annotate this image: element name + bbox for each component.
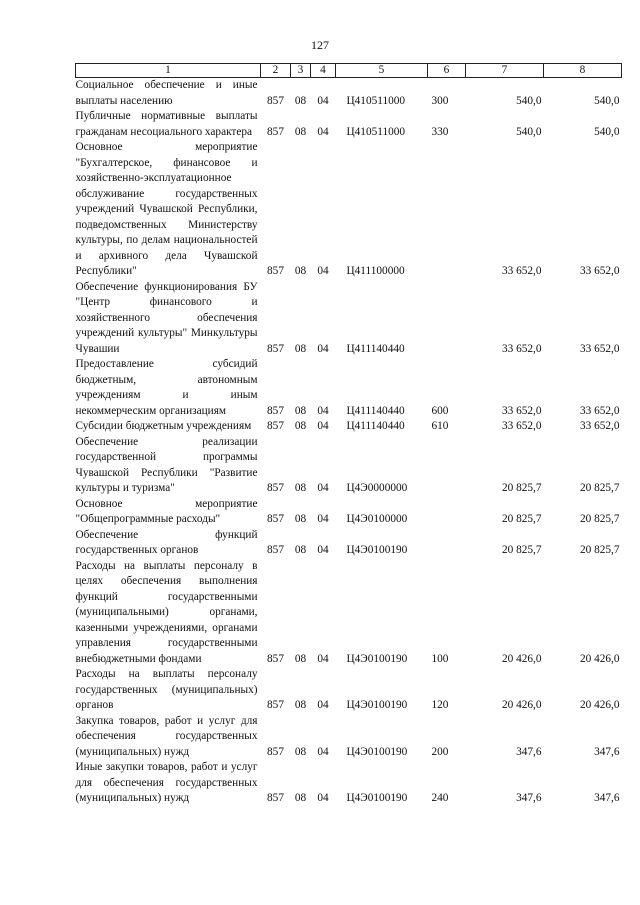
row-section-code: 08 <box>294 544 307 556</box>
table-row <box>76 280 622 358</box>
row-expense-type-code <box>428 528 466 559</box>
row-amount-second: 540,0 <box>594 94 620 107</box>
row-amount-first: 20 426,0 <box>501 652 542 665</box>
row-grbs-code: 857 <box>267 94 284 107</box>
row-subsection-code: 04 <box>317 482 329 494</box>
row-expense-type-code <box>428 280 466 358</box>
row-amount-second: 20 426,0 <box>579 652 620 665</box>
row-grbs-code: 857 <box>267 544 284 556</box>
column-header: 7 <box>466 64 544 78</box>
row-description: Социальное обеспечение и иные выплаты населению <box>75 79 258 107</box>
row-amount-first: 347,6 <box>516 792 542 804</box>
row-amount-second: 33 652,0 <box>579 265 620 277</box>
row-target-article-code: Ц4Э0100190 <box>346 699 408 711</box>
row-amount-second: 20 825,7 <box>579 544 620 556</box>
row-target-article-code: Ц411100000 <box>346 265 405 277</box>
row-description: Обеспечение функций государственных органов <box>75 528 258 556</box>
row-description: Иные закупки товаров, работ и услуг для обеспечения государственных (муниципальных) нужд <box>75 761 258 804</box>
row-grbs-code: 857 <box>267 342 284 355</box>
row-amount-second: 347,6 <box>594 792 620 804</box>
row-section-code: 08 <box>294 265 307 277</box>
table-header <box>76 64 622 78</box>
table-body <box>76 78 622 807</box>
row-expense-type-code: 610 <box>431 420 449 432</box>
row-expense-type-code: 100 <box>431 652 449 665</box>
table-row <box>76 667 622 714</box>
row-description: Расходы на выплаты персоналу государственных (муниципальных) органов <box>75 668 258 711</box>
row-description: Обеспечение функционирования БУ "Центр финансового и хозяйственного обеспечения учреждений культуры" Минкультуры Чувашии <box>75 280 258 355</box>
page-number: 127 <box>311 38 329 52</box>
row-section-code: 08 <box>294 342 307 355</box>
row-grbs-code: 857 <box>267 792 284 804</box>
row-subsection-code: 04 <box>317 792 329 804</box>
row-amount-first: 20 825,7 <box>501 482 542 494</box>
row-amount-first: 20 825,7 <box>501 513 542 525</box>
table-row <box>76 140 622 280</box>
table-row <box>76 497 622 528</box>
row-subsection-code: 04 <box>317 544 329 556</box>
row-expense-type-code: 600 <box>431 404 449 417</box>
table-row <box>76 419 622 435</box>
table-row <box>76 78 622 110</box>
row-amount-first: 20 426,0 <box>501 699 542 711</box>
row-section-code: 08 <box>294 420 307 432</box>
row-target-article-code: Ц4Э0100190 <box>346 652 408 665</box>
row-target-article-code: Ц4Э0100000 <box>346 513 408 525</box>
row-description: Публичные нормативные выплаты гражданам несоциального характера <box>75 110 258 138</box>
row-expense-type-code <box>428 140 466 280</box>
row-section-code: 08 <box>294 404 307 417</box>
row-section-code: 08 <box>294 792 307 804</box>
row-subsection-code: 04 <box>317 342 329 355</box>
row-grbs-code: 857 <box>267 125 284 138</box>
row-amount-first: 540,0 <box>516 94 542 107</box>
row-expense-type-code: 330 <box>431 125 449 138</box>
row-grbs-code: 857 <box>267 745 284 758</box>
row-subsection-code: 04 <box>317 420 329 432</box>
row-grbs-code: 857 <box>267 420 284 432</box>
row-amount-first: 33 652,0 <box>501 342 542 355</box>
row-amount-second: 20 825,7 <box>579 513 620 525</box>
row-amount-first: 540,0 <box>516 125 542 138</box>
row-subsection-code: 04 <box>317 699 329 711</box>
table-row <box>76 559 622 668</box>
row-amount-first: 33 652,0 <box>501 265 542 277</box>
row-description: Предоставление субсидий бюджетным, автономным учреждениям и иным некоммерческим организациям <box>75 358 258 417</box>
row-target-article-code: Ц411140440 <box>346 404 405 417</box>
row-amount-second: 347,6 <box>594 745 620 758</box>
row-description: Закупка товаров, работ и услуг для обеспечения государственных (муниципальных) нужд <box>75 714 258 758</box>
row-subsection-code: 04 <box>317 652 329 665</box>
row-section-code: 08 <box>294 125 307 138</box>
row-expense-type-code: 120 <box>431 699 449 711</box>
table-row <box>76 109 622 140</box>
row-description: Обеспечение реализации государственной программы Чувашской Республики "Развитие культуры и туризма" <box>75 435 258 494</box>
row-expense-type-code: 200 <box>431 745 449 758</box>
row-expense-type-code: 300 <box>431 94 449 107</box>
row-description: Расходы на выплаты персоналу в целях обеспечения выполнения функций государственными (муниципальными) органами, казенными учреждениями, органами управления государственными внебюджетными фондами <box>75 559 258 665</box>
row-amount-second: 33 652,0 <box>579 404 620 417</box>
row-section-code: 08 <box>294 482 307 494</box>
row-target-article-code: Ц410511000 <box>346 125 406 138</box>
table-row <box>76 435 622 497</box>
row-amount-second: 20 426,0 <box>579 699 620 711</box>
row-grbs-code: 857 <box>267 513 284 525</box>
row-subsection-code: 04 <box>317 265 329 277</box>
column-header: 3 <box>291 64 311 78</box>
row-description: Основное мероприятие "Бухгалтерское, финансовое и хозяйственно-эксплуатационное обслуживание государственных учреждений Чувашской Республики, подведомственных Министерству культуры, по делам национальностей и архивного дела Чувашской Республики" <box>75 141 258 277</box>
row-amount-first: 20 825,7 <box>501 544 542 556</box>
row-section-code: 08 <box>294 94 307 107</box>
row-target-article-code: Ц4Э0100190 <box>346 745 408 758</box>
row-target-article-code: Ц411140440 <box>346 420 405 432</box>
table-row <box>76 357 622 419</box>
row-target-article-code: Ц4Э0100190 <box>346 544 408 556</box>
row-expense-type-code <box>428 435 466 497</box>
column-header: 8 <box>544 64 622 78</box>
row-amount-second: 33 652,0 <box>579 420 620 432</box>
row-grbs-code: 857 <box>267 404 284 417</box>
row-subsection-code: 04 <box>317 404 329 417</box>
row-grbs-code: 857 <box>267 482 284 494</box>
column-header: 6 <box>428 64 466 78</box>
row-expense-type-code <box>428 497 466 528</box>
column-header: 5 <box>336 64 428 78</box>
row-amount-first: 347,6 <box>516 745 542 758</box>
row-subsection-code: 04 <box>317 94 329 107</box>
row-grbs-code: 857 <box>267 699 284 711</box>
row-amount-second: 20 825,7 <box>579 482 620 494</box>
row-section-code: 08 <box>294 652 307 665</box>
row-section-code: 08 <box>294 513 307 525</box>
table-row <box>76 528 622 559</box>
column-header: 2 <box>261 64 291 78</box>
row-section-code: 08 <box>294 699 307 711</box>
row-description: Субсидии бюджетным учреждениям <box>75 420 252 432</box>
row-subsection-code: 04 <box>317 745 329 758</box>
row-amount-first: 33 652,0 <box>501 420 542 432</box>
column-header: 4 <box>311 64 336 78</box>
row-expense-type-code: 240 <box>431 792 449 804</box>
table-row <box>76 760 622 807</box>
row-target-article-code: Ц4Э0100190 <box>346 792 408 804</box>
row-target-article-code: Ц410511000 <box>346 94 406 107</box>
row-target-article-code: Ц4Э0000000 <box>346 482 408 494</box>
row-amount-second: 540,0 <box>594 125 620 138</box>
column-header: 1 <box>76 64 261 78</box>
budget-table <box>75 63 622 807</box>
row-description: Основное мероприятие "Общепрограммные расходы" <box>75 497 258 525</box>
row-grbs-code: 857 <box>267 265 284 277</box>
row-target-article-code: Ц411140440 <box>346 342 405 355</box>
row-subsection-code: 04 <box>317 125 329 138</box>
row-amount-second: 33 652,0 <box>579 342 620 355</box>
row-grbs-code: 857 <box>267 652 284 665</box>
row-subsection-code: 04 <box>317 513 329 525</box>
row-amount-first: 33 652,0 <box>501 404 542 417</box>
row-section-code: 08 <box>294 745 307 758</box>
table-row <box>76 714 622 761</box>
